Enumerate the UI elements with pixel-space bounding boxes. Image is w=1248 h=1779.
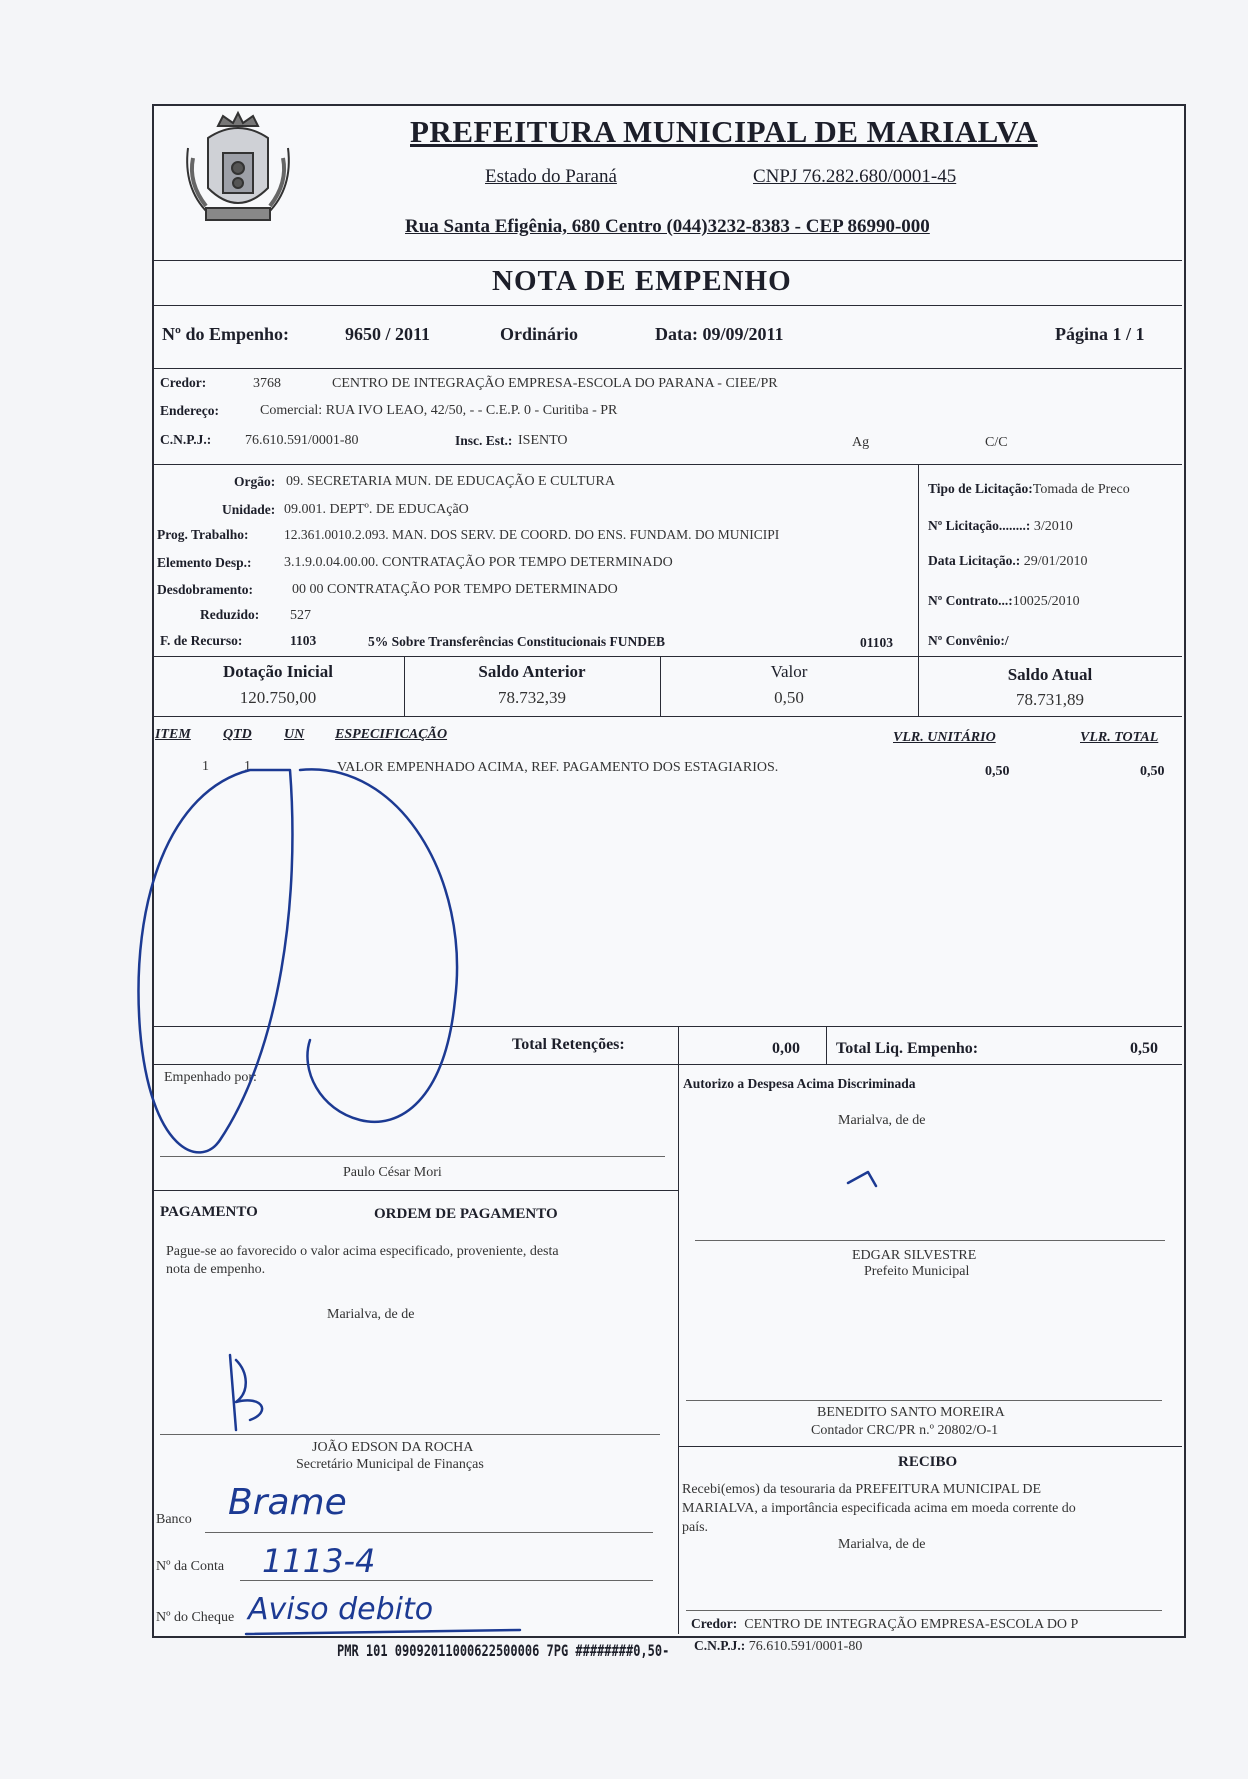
header-cnpj: CNPJ 76.282.680/0001-45 (753, 166, 957, 187)
secretario-signature (230, 1355, 262, 1430)
col-qtd: QTD (223, 727, 252, 742)
num-convenio: Nº Convênio:/ (928, 633, 1009, 648)
autorizo-place: Marialva, de de (838, 1113, 926, 1128)
recibo-place: Marialva, de de (838, 1537, 926, 1552)
ordem-pagamento: ORDEM DE PAGAMENTO (374, 1206, 558, 1222)
insc-label: Insc. Est.: (455, 433, 513, 448)
cheque-label: Nº do Cheque (156, 1610, 235, 1625)
elemento-label: Elemento Desp.: (157, 555, 252, 570)
col-unit: VLR. UNITÁRIO (893, 730, 996, 745)
item-espec: VALOR EMPENHADO ACIMA, REF. PAGAMENTO DOS ESTAGIARIOS. (337, 760, 779, 775)
item-total-value: 0,50 (1140, 764, 1165, 779)
recurso-label: F. de Recurso: (160, 633, 243, 648)
conta-handwritten: 1113-4 (262, 1542, 376, 1580)
recurso-code: 1103 (290, 633, 317, 648)
address-label: Endereço: (160, 403, 219, 418)
secretario-name: JOÃO EDSON DA ROCHA (312, 1440, 474, 1455)
num-licitacao: Nº Licitação........: 3/2010 (928, 518, 1073, 534)
prefeito-name: EDGAR SILVESTRE (852, 1248, 977, 1263)
empenhado-label: Empenhado por: (164, 1070, 257, 1085)
check-mark (848, 1172, 876, 1186)
recibo-cnpj: C.N.P.J.: 76.610.591/0001-80 (694, 1638, 863, 1654)
num-contrato: Nº Contrato...:10025/2010 (928, 593, 1080, 609)
elemento-value: 3.1.9.0.04.00.00. CONTRATAÇÃO POR TEMPO DETERMINADO (284, 555, 673, 570)
credor-insc: ISENTO (518, 433, 568, 448)
total-liq-value: 0,50 (1130, 1040, 1158, 1057)
total-liq-label: Total Liq. Empenho: (836, 1040, 979, 1057)
pagamento-place: Marialva, de de (327, 1307, 415, 1322)
item-unit-value: 0,50 (985, 764, 1010, 779)
valor-label: Valor (770, 662, 808, 681)
total-retencoes-value: 0,00 (772, 1040, 800, 1057)
recibo-label: RECIBO (898, 1454, 958, 1470)
reduzido-label: Reduzido: (200, 607, 260, 622)
valor-value: 0,50 (774, 688, 804, 707)
empenho-signature-loop (138, 769, 457, 1152)
data-licitacao: Data Licitação.: 29/01/2010 (928, 553, 1088, 569)
empenho-date: Data: 09/09/2011 (655, 324, 784, 344)
dotacao-inicial-label: Dotação Inicial (222, 662, 334, 681)
header-address: Rua Santa Efigênia, 680 Centro (044)3232-8383 - CEP 86990-000 (405, 216, 930, 237)
desdob-label: Desdobramento: (157, 582, 253, 597)
credor-name: CENTRO DE INTEGRAÇÃO EMPRESA-ESCOLA DO PARANA - CIEE/PR (332, 376, 778, 391)
orgao-label: Orgão: (234, 474, 276, 489)
col-total: VLR. TOTAL (1080, 730, 1159, 745)
doc-title: NOTA DE EMPENHO (492, 265, 792, 297)
credor-label: Credor: (160, 375, 207, 390)
recurso-desc: 5% Sobre Transferências Constitucionais FUNDEB (368, 634, 666, 649)
dotacao-inicial-value: 120.750,00 (239, 688, 317, 707)
recibo-text-3: país. (682, 1520, 709, 1535)
saldo-anterior-value: 78.732,39 (498, 688, 566, 707)
empenho-number: 9650 / 2011 (345, 324, 431, 344)
banco-label: Banco (156, 1512, 192, 1527)
recibo-credor: Credor: CENTRO DE INTEGRAÇÃO EMPRESA-ESCOLA DO P (691, 1616, 1079, 1632)
total-retencoes-label: Total Retenções: (512, 1036, 625, 1053)
empenho-page: Página 1 / 1 (1055, 324, 1145, 344)
credor-code: 3768 (253, 376, 281, 391)
col-espec: ESPECIFICAÇÃO (335, 727, 448, 742)
header-state: Estado do Paraná (485, 166, 617, 187)
prog-value: 12.361.0010.2.093. MAN. DOS SERV. DE COORD. DO ENS. FUNDAM. DO MUNICIPI (284, 527, 780, 542)
desdob-value: 00 00 CONTRATAÇÃO POR TEMPO DETERMINADO (292, 582, 618, 597)
pagamento-label: PAGAMENTO (160, 1204, 258, 1220)
col-un: UN (284, 727, 305, 742)
contador-role: Contador CRC/PR n.º 20802/O-1 (811, 1423, 999, 1438)
cnpj-label: C.N.P.J.: (160, 432, 212, 447)
prog-label: Prog. Trabalho: (157, 527, 249, 542)
conta-label: Nº da Conta (156, 1559, 225, 1574)
credor-cc: C/C (985, 435, 1008, 450)
unidade-value: 09.001. DEPTº. DE EDUCAçãO (284, 502, 469, 517)
unidade-label: Unidade: (222, 502, 276, 517)
saldo-atual-value: 78.731,89 (1016, 690, 1084, 709)
col-item: ITEM (155, 727, 191, 742)
banco-handwritten: Brame (228, 1482, 347, 1523)
empenho-number-label: Nº do Empenho: (162, 324, 289, 344)
contador-name: BENEDITO SANTO MOREIRA (817, 1405, 1005, 1420)
tipo-licitacao: Tipo de Licitação:Tomada de Preco (928, 481, 1130, 497)
empenhado-name: Paulo César Mori (343, 1165, 442, 1180)
cheque-handwritten: Aviso debito (248, 1592, 434, 1627)
orgao-value: 09. SECRETARIA MUN. DE EDUCAÇÃO E CULTURA (286, 474, 615, 489)
cheque-underline (246, 1630, 520, 1634)
credor-address: Comercial: RUA IVO LEAO, 42/50, - - C.E.P. 0 - Curitiba - PR (260, 403, 618, 418)
item-qtd: 1 (244, 759, 251, 774)
recibo-text-1: Recebi(emos) da tesouraria da PREFEITURA MUNICIPAL DE (682, 1482, 1042, 1497)
saldo-anterior-label: Saldo Anterior (478, 662, 586, 681)
credor-ag: Ag (852, 435, 870, 450)
secretario-role: Secretário Municipal de Finanças (296, 1457, 484, 1472)
prefeito-role: Prefeito Municipal (864, 1264, 970, 1279)
pagamento-text-2: nota de empenho. (166, 1262, 266, 1277)
item-number: 1 (202, 759, 209, 774)
reduzido-value: 527 (290, 608, 311, 623)
saldo-atual-label: Saldo Atual (1007, 665, 1093, 684)
credor-cnpj: 76.610.591/0001-80 (245, 433, 359, 448)
recurso-num: 01103 (860, 635, 894, 650)
pagamento-text-1: Pague-se ao favorecido o valor acima especificado, proveniente, desta (166, 1244, 559, 1259)
recibo-text-2: MARIALVA, a importância especificada acima em moeda corrente do (682, 1501, 1076, 1516)
empenho-type: Ordinário (500, 324, 579, 344)
header-title: PREFEITURA MUNICIPAL DE MARIALVA (410, 114, 1038, 149)
autorizo-label: Autorizo a Despesa Acima Discriminada (683, 1076, 916, 1091)
footer-stamp: PMR 101 09092011000622500006 7PG ########0,50- (337, 1641, 670, 1661)
